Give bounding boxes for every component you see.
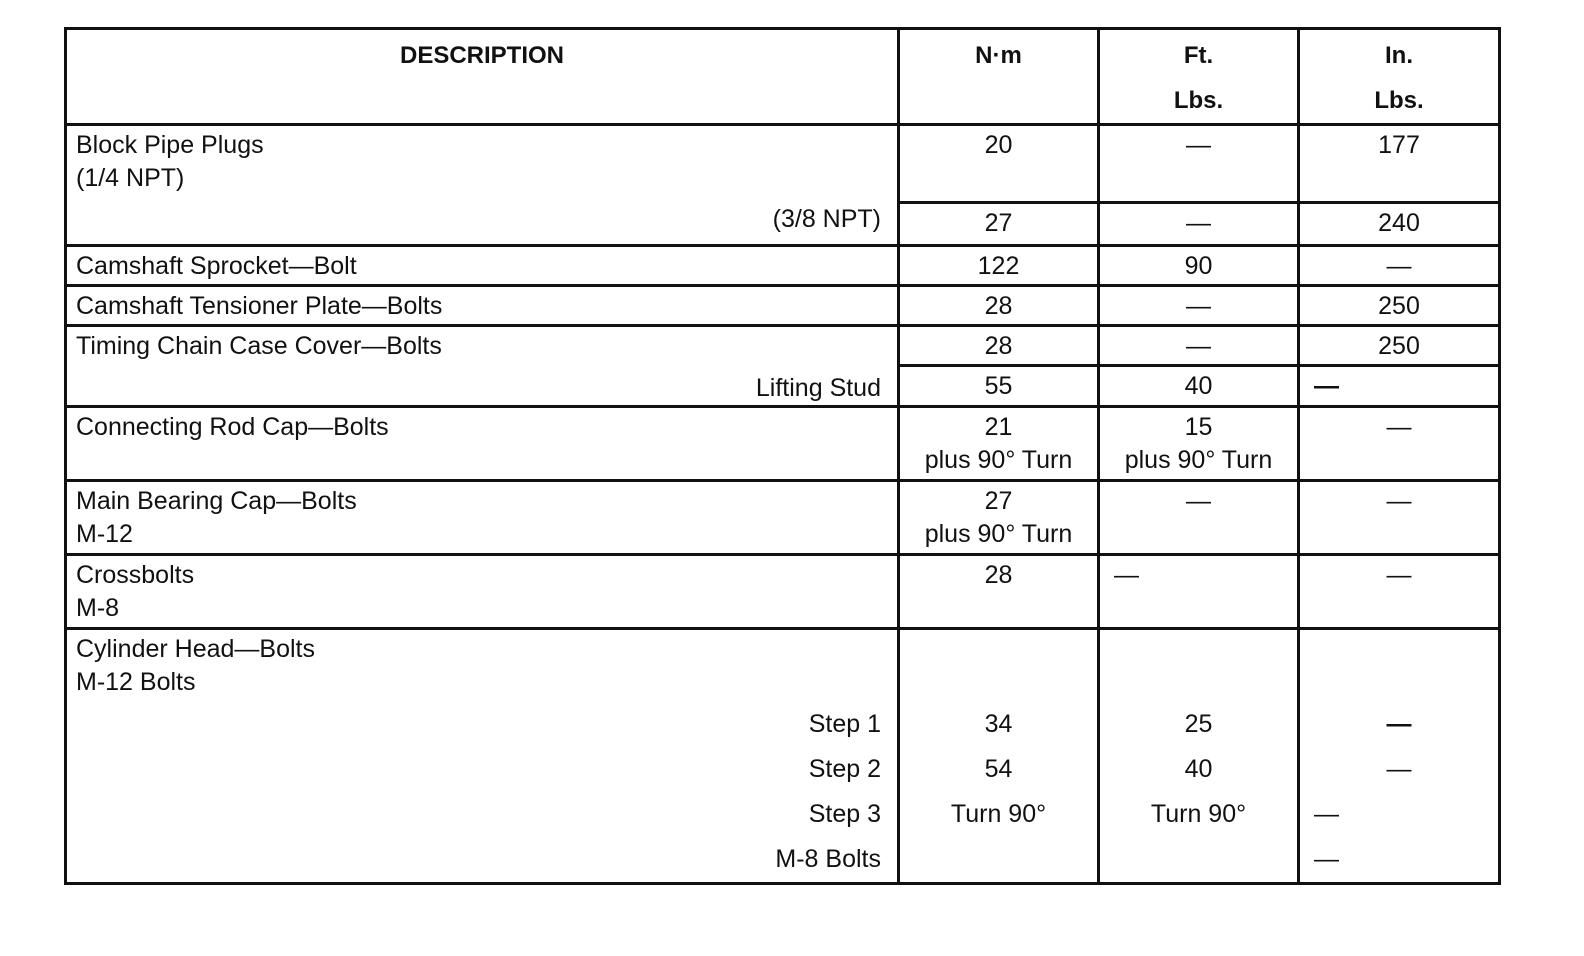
header-in-lbs: In. Lbs. <box>1299 29 1500 125</box>
row-desc-step-1: Step 1 <box>66 705 899 750</box>
cell-in-lbs: — <box>1299 840 1500 884</box>
cell-nm: 21 plus 90° Turn <box>899 407 1099 481</box>
cell-in-lbs: — <box>1299 795 1500 840</box>
table-row <box>66 125 1500 203</box>
cell-nm <box>899 840 1099 884</box>
cell-nm: 20 <box>899 125 1099 203</box>
cell-nm: 28 <box>899 326 1099 366</box>
header-description: DESCRIPTION <box>66 29 899 125</box>
row-desc-connecting-rod: Connecting Rod Cap—Bolts <box>66 407 899 481</box>
row-desc-camshaft-tensioner: Camshaft Tensioner Plate—Bolts <box>66 286 899 326</box>
table-row <box>66 555 1500 629</box>
table-row <box>66 407 1500 481</box>
cell-in-lbs: — <box>1299 705 1500 750</box>
table-row <box>66 246 1500 286</box>
table-row <box>66 629 1500 705</box>
cell-in-lbs: — <box>1299 407 1500 481</box>
cell-ft-lbs <box>1099 840 1299 884</box>
cell-nm: 28 <box>899 286 1099 326</box>
cell-nm: 54 <box>899 750 1099 795</box>
row-desc-lifting-stud: Lifting Stud <box>755 374 881 402</box>
cell-nm: 55 <box>899 366 1099 407</box>
table-row <box>66 840 1500 884</box>
row-desc-main-bearing: Main Bearing Cap—Bolts M-12 <box>66 481 899 555</box>
cell-ft-lbs: — <box>1099 326 1299 366</box>
cell-nm: 28 <box>899 555 1099 629</box>
header-row <box>66 29 1500 125</box>
table-row <box>66 286 1500 326</box>
cell-in-lbs: 250 <box>1299 286 1500 326</box>
cell-ft-lbs: — <box>1099 555 1299 629</box>
cell-in-lbs <box>1299 629 1500 705</box>
cell-ft-lbs: — <box>1099 286 1299 326</box>
row-desc-camshaft-sprocket: Camshaft Sprocket—Bolt <box>66 246 899 286</box>
cell-nm <box>899 629 1099 705</box>
cell-ft-lbs <box>1099 629 1299 705</box>
table-row <box>66 705 1500 750</box>
row-desc-m8-bolts: M-8 Bolts <box>66 840 899 884</box>
cell-in-lbs: — <box>1299 481 1500 555</box>
row-desc-step-2: Step 2 <box>66 750 899 795</box>
row-desc-step-3: Step 3 <box>66 795 899 840</box>
torque-specification-table <box>64 27 1501 885</box>
header-ft-lbs: Ft. Lbs. <box>1099 29 1299 125</box>
cell-in-lbs: — <box>1299 750 1500 795</box>
cell-nm: Turn 90° <box>899 795 1099 840</box>
cell-nm: 27 plus 90° Turn <box>899 481 1099 555</box>
cell-in-lbs: — <box>1299 555 1500 629</box>
cell-ft-lbs: 90 <box>1099 246 1299 286</box>
cell-in-lbs: 240 <box>1299 202 1500 245</box>
cell-ft-lbs: 40 <box>1099 366 1299 407</box>
cell-ft-lbs: — <box>1099 481 1299 555</box>
table-row <box>66 795 1500 840</box>
header-nm: N·m <box>899 29 1099 125</box>
cell-in-lbs: 250 <box>1299 326 1500 366</box>
table-row <box>66 481 1500 555</box>
table-row <box>66 750 1500 795</box>
row-desc-crossbolts: Crossbolts M-8 <box>66 555 899 629</box>
cell-nm: 122 <box>899 246 1099 286</box>
cell-ft-lbs: 25 <box>1099 705 1299 750</box>
row-desc-block-pipe-plugs: Block Pipe Plugs (1/4 NPT) (3/8 NPT) <box>66 125 899 246</box>
cell-nm: 27 <box>899 202 1099 245</box>
cell-in-lbs: — <box>1299 246 1500 286</box>
cell-in-lbs: 177 <box>1299 125 1500 203</box>
cell-in-lbs: — <box>1299 366 1500 407</box>
table-row <box>66 326 1500 366</box>
cell-ft-lbs: Turn 90° <box>1099 795 1299 840</box>
cell-nm: 34 <box>899 705 1099 750</box>
cell-ft-lbs: — <box>1099 202 1299 245</box>
cell-ft-lbs: — <box>1099 125 1299 203</box>
row-desc-3-8-npt: (3/8 NPT) <box>772 205 881 233</box>
cell-ft-lbs: 40 <box>1099 750 1299 795</box>
cell-ft-lbs: 15 plus 90° Turn <box>1099 407 1299 481</box>
row-desc-cylinder-head: Cylinder Head—Bolts M-12 Bolts <box>66 629 899 705</box>
row-desc-timing-chain-cover: Timing Chain Case Cover—Bolts Lifting Stud <box>66 326 899 407</box>
